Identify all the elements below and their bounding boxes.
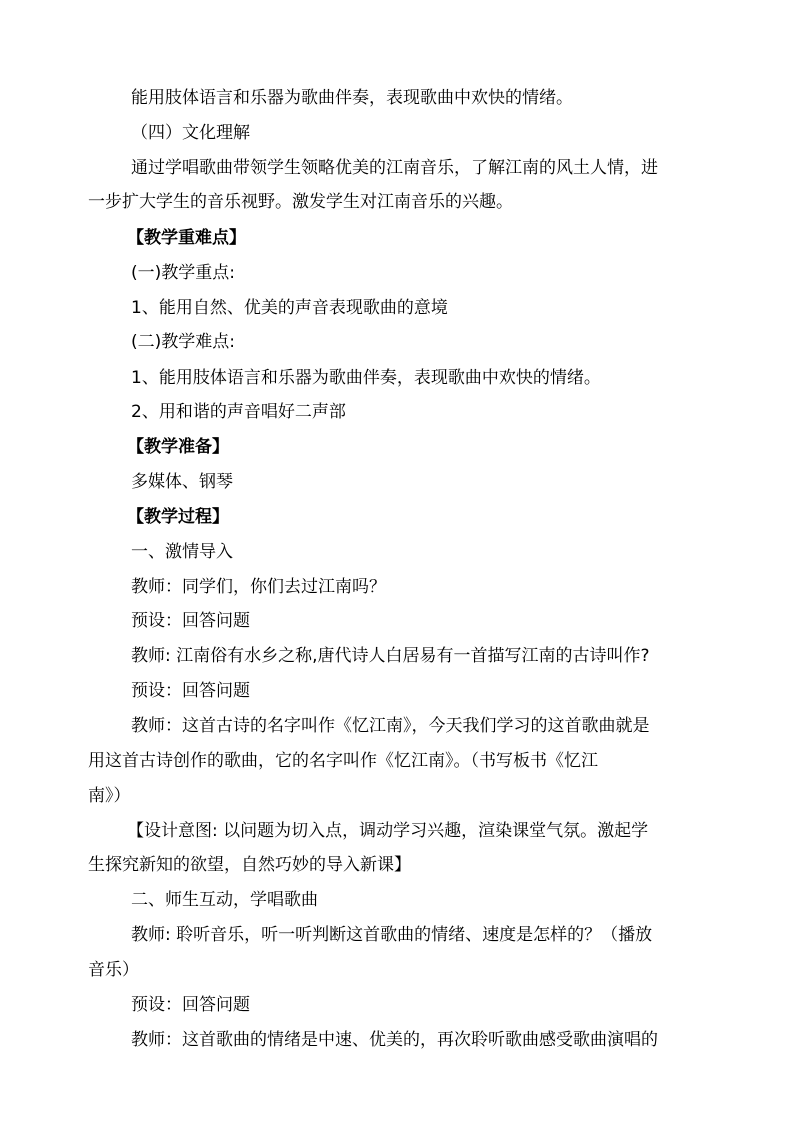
text-line: 能用肢体语言和乐器为歌曲伴奏，表现歌曲中欢快的情绪。 — [131, 88, 573, 108]
text-line: 教师：这首歌曲的情绪是中速、优美的，再次聆听歌曲感受歌曲演唱的 — [131, 1030, 658, 1050]
text-line: 预设：回答问题 — [131, 681, 250, 701]
text-line: 生探究新知的欲望，自然巧妙的导入新课】 — [88, 855, 411, 875]
text-line: 通过学唱歌曲带领学生领略优美的江南音乐，了解江南的风土人情，进 — [131, 158, 658, 178]
text-line: 音乐） — [88, 960, 139, 980]
subheading: (一)教学重点: — [131, 263, 235, 283]
text-line: 教师: 江南俗有水乡之称,唐代诗人白居易有一首描写江南的古诗叫作? — [131, 646, 650, 666]
text-line: 教师：同学们，你们去过江南吗？ — [131, 577, 386, 597]
text-line: 教师：这首古诗的名字叫作《忆江南》，今天我们学习的这首歌曲就是 — [131, 716, 650, 736]
text-line: 2、用和谐的声音唱好二声部 — [131, 402, 346, 422]
text-line: 用这首古诗创作的歌曲，它的名字叫作《忆江南》。（书写板书《忆江 — [88, 751, 598, 771]
text-line: 南》） — [88, 786, 131, 806]
subheading: 二、师生互动，学唱歌曲 — [131, 890, 318, 910]
text-line: 一步扩大学生的音乐视野。激发学生对江南音乐的兴趣。 — [88, 192, 513, 212]
section-heading: 【教学准备】 — [127, 437, 229, 457]
text-line: 多媒体、钢琴 — [131, 472, 233, 492]
text-line: 1、能用自然、优美的声音表现歌曲的意境 — [131, 298, 448, 318]
text-line: 1、能用肢体语言和乐器为歌曲伴奏，表现歌曲中欢快的情绪。 — [131, 368, 601, 388]
subheading: (二)教学难点: — [131, 332, 235, 352]
text-line: 【设计意图: 以问题为切入点，调动学习兴趣，渲染课堂气氛。激起学 — [127, 821, 649, 841]
section-heading: （四）文化理解 — [131, 123, 250, 143]
subheading: 一、激情导入 — [131, 542, 233, 562]
section-heading: 【教学重难点】 — [127, 228, 246, 248]
section-heading: 【教学过程】 — [127, 507, 229, 527]
text-line: 预设：回答问题 — [131, 611, 250, 631]
text-line: 教师: 聆听音乐，听一听判断这首歌曲的情绪、速度是怎样的？（播放 — [131, 925, 653, 945]
text-line: 预设：回答问题 — [131, 995, 250, 1015]
